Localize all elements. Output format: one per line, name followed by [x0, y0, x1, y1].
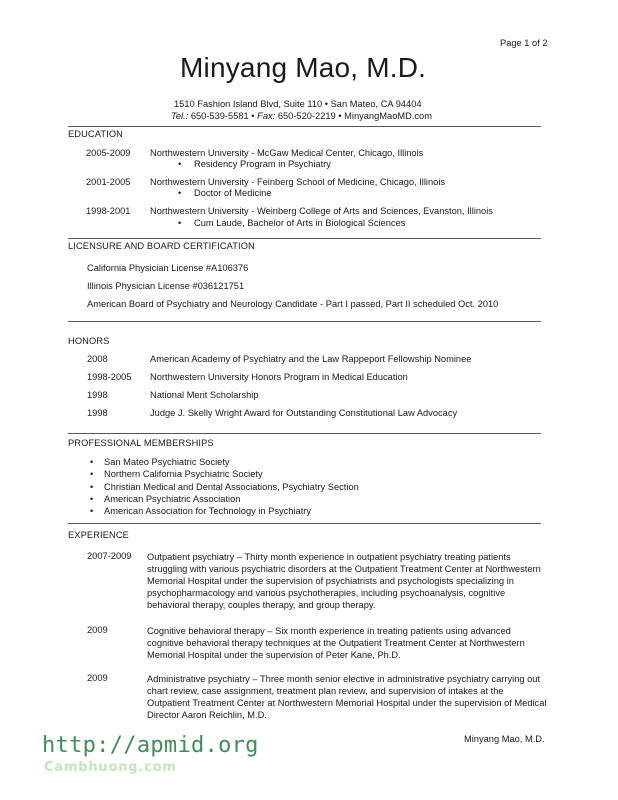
bullet-icon: • — [178, 218, 182, 228]
page-number: Page 1 of 2 — [500, 38, 548, 48]
experience-text: Administrative psychiatry – Three month senior elective in administrative psychiatry carrying out chart review, case assignment, treatment plan review, and supervision of intakes at the Outpatient Treatment Center at Northwestern Memorial Hospital under the supervision of Medical Director Aaron Reichlin, M.D. — [147, 674, 547, 720]
experience-year: 2009 — [87, 673, 108, 683]
honor-year: 1998-2005 — [87, 372, 132, 382]
honor-text: Northwestern University Honors Program in Medical Education — [150, 372, 408, 382]
education-school: Northwestern University - McGaw Medical Center, Chicago, Illinois — [150, 148, 424, 158]
divider — [68, 321, 541, 322]
honor-text: American Academy of Psychiatry and the Law Rappeport Fellowship Nominee — [150, 354, 472, 364]
honor-year: 1998 — [87, 408, 108, 418]
license-item: American Board of Psychiatry and Neurology Candidate - Part I passed, Part II scheduled Oct. 2010 — [87, 299, 499, 309]
tel-value: 650-539-5581 • — [188, 111, 258, 121]
fax-label: Fax: — [257, 111, 276, 121]
bullet-icon: • — [178, 159, 182, 169]
license-item: California Physician License #A106376 — [87, 263, 249, 273]
memberships-heading: PROFESSIONAL MEMBERSHIPS — [68, 438, 214, 448]
divider — [68, 433, 541, 434]
membership-item: • San Mateo Psychiatric Society — [90, 457, 230, 467]
experience-text: Outpatient psychiatry – Thirty month experience in outpatient psychiatry treating patients struggling with various psychiatric disorders at the Outpatient Treatment Center at Northwestern Memorial Hospital under the supervision of psychiatrists and psychologists specializing in psychopharmacology and various psychotherapies, including psychoanalysis, cognitive behavioral therapy, couples therapy, and group therapy. — [147, 552, 541, 610]
footer-name: Minyang Mao, M.D. — [464, 734, 545, 744]
membership-item: • American Association for Technology in Psychiatry — [90, 506, 312, 516]
divider — [68, 238, 541, 239]
education-years: 2005-2009 — [86, 148, 131, 158]
experience-year: 2007-2009 — [87, 551, 132, 561]
education-heading: EDUCATION — [68, 129, 123, 139]
education-detail: • Doctor of Medicine — [178, 188, 272, 198]
membership-item: • Christian Medical and Dental Associations, Psychiatry Section — [90, 482, 359, 492]
bullet-icon: • — [90, 469, 94, 479]
bullet-icon: • — [90, 506, 94, 516]
contact-line — [171, 111, 432, 121]
experience-text: Cognitive behavioral therapy – Six month experience in treating patients using advanced cognitive behavioral therapy techniques at the Outpatient Treatment Center at Northwestern Memorial Hospital under the supervision of Peter Kane, Ph.D. — [147, 626, 525, 660]
honor-year: 2008 — [87, 354, 108, 364]
membership-item: • Northern California Psychiatric Society — [90, 469, 263, 479]
tel-label: Tel.: — [171, 111, 189, 121]
honor-text: National Merit Scholarship — [150, 390, 259, 400]
honors-heading: HONORS — [68, 336, 110, 346]
experience-heading: EXPERIENCE — [68, 530, 129, 540]
education-years: 1998-2001 — [86, 206, 131, 216]
bullet-icon: • — [90, 457, 94, 467]
education-years: 2001-2005 — [86, 177, 131, 187]
experience-year: 2009 — [87, 625, 108, 635]
education-detail: • Residency Program in Psychiatry — [178, 159, 331, 169]
licensure-heading: LICENSURE AND BOARD CERTIFICATION — [68, 241, 255, 251]
bullet-icon: • — [90, 482, 94, 492]
fax-value: 650-520-2219 • MinyangMaoMD.com — [275, 111, 432, 121]
license-item: Illinois Physician License #036121751 — [87, 281, 245, 291]
membership-item: • American Psychiatric Association — [90, 494, 241, 504]
watermark-sub: Cambhuong.com — [44, 760, 177, 775]
bullet-icon: • — [90, 494, 94, 504]
bullet-icon: • — [178, 188, 182, 198]
address: 1510 Fashion Island Blvd, Suite 110 • San Mateo, CA 94404 — [174, 99, 422, 109]
honor-year: 1998 — [87, 390, 108, 400]
honor-text: Judge J. Skelly Wright Award for Outstanding Constitutional Law Advocacy — [150, 408, 458, 418]
education-detail: • Cum Laude, Bachelor of Arts in Biological Sciences — [178, 218, 406, 228]
education-school: Northwestern University - Weinberg College of Arts and Sciences, Evanston, Illinois — [150, 206, 493, 216]
divider — [68, 523, 541, 524]
watermark: http://apmid.org — [42, 733, 259, 758]
divider — [68, 126, 541, 127]
resume-name: Minyang Mao, M.D. — [180, 52, 427, 83]
education-school: Northwestern University - Feinberg School of Medicine, Chicago, Illinois — [150, 177, 446, 187]
